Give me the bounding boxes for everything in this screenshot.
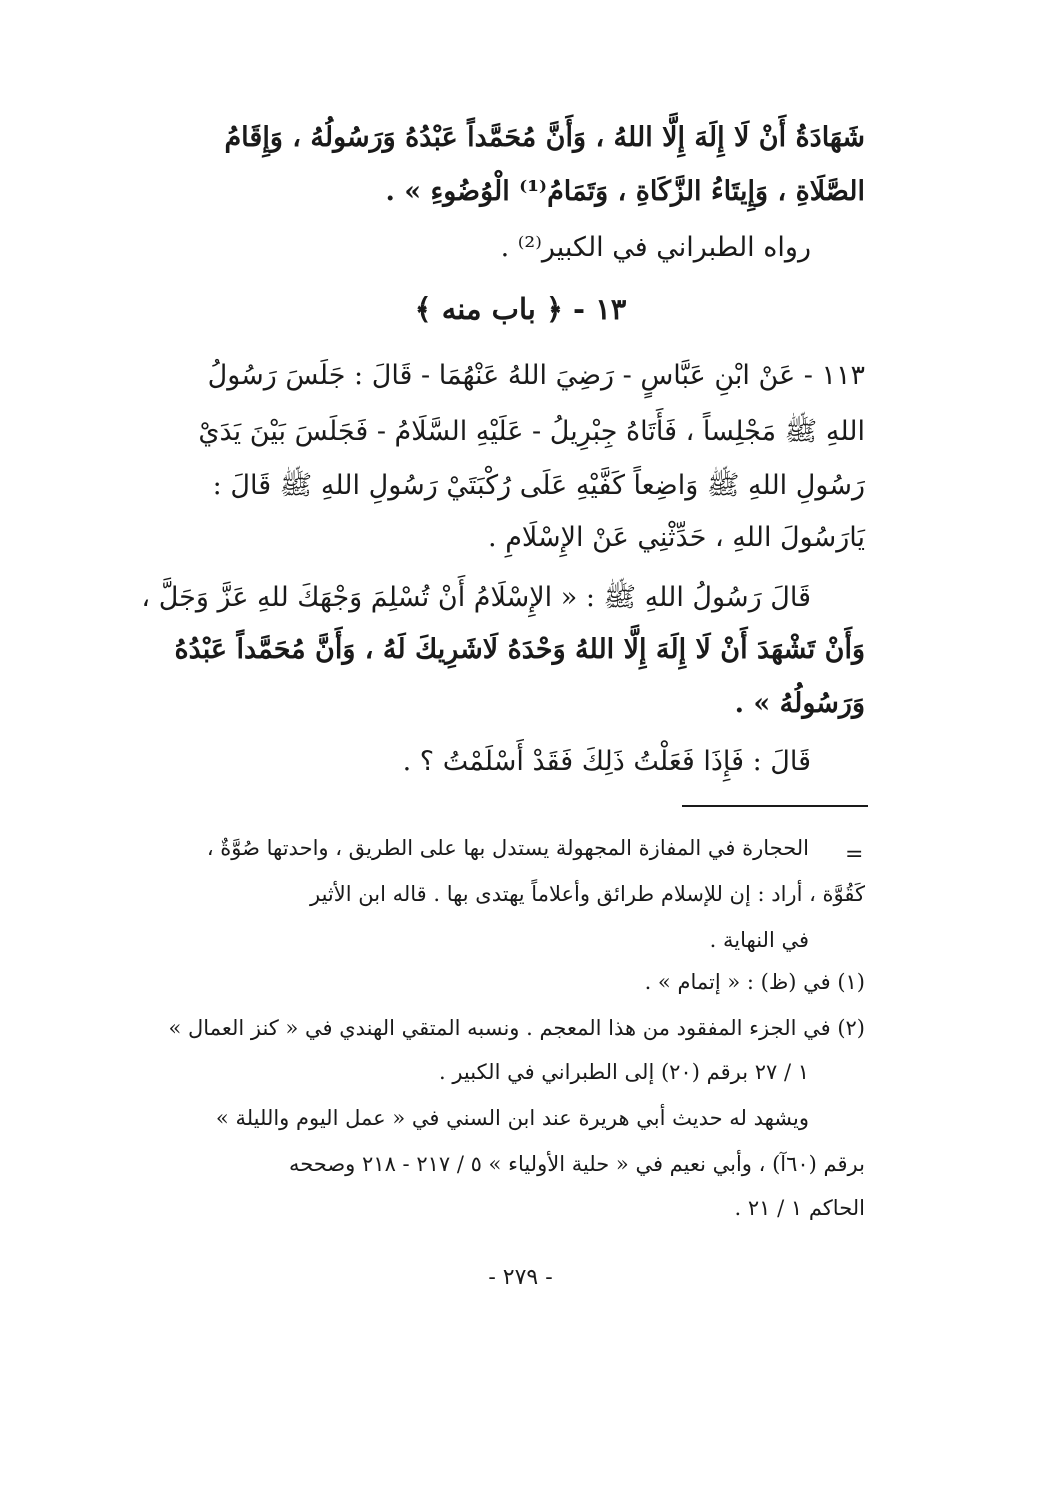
text-line: قَالَ : فَإِذَا فَعَلْتُ ذَلِكَ فَقَدْ أَسْلَمْتُ ؟ . <box>402 746 811 777</box>
footnote-divider <box>682 805 868 807</box>
footnote-line: في النهاية . <box>709 928 809 952</box>
continuation-mark: = <box>845 842 864 867</box>
text-line: وَأَنْ تَشْهَدَ أَنْ لَا إِلَهَ إِلَّا اللهُ وَحْدَهُ لَاشَرِيكَ لَهُ ، وَأَنَّ مُحَمَّداً عَبْدُهُ <box>174 634 865 665</box>
footnote-2: (٢) في الجزء المفقود من هذا المعجم . ونسبه المتقي الهندي في « كنز العمال » <box>168 1016 865 1040</box>
page-number: - ٢٧٩ - <box>488 1265 553 1290</box>
text-line: اللهِ ﷺ مَجْلِساً ، فَأَتَاهُ جِبْرِيلُ - عَلَيْهِ السَّلَامُ - فَجَلَسَ بَيْنَ يَدَيْ <box>198 416 865 447</box>
footnote-line: الحجارة في المفازة المجهولة يستدل بها على الطريق ، واحدتها صُوَّةٌ ، <box>206 836 809 860</box>
text-line: شَهَادَةُ أَنْ لَا إِلَهَ إِلَّا اللهُ ، وَأَنَّ مُحَمَّداً عَبْدُهُ وَرَسُولُهُ ، وَإِقَامُ <box>224 122 865 153</box>
source-reference: رواه الطبراني في الكبير⁽²⁾ . <box>500 232 811 263</box>
footnote-line: برقم (٦٠آ) ، وأبي نعيم في « حلية الأولياء » ٥ / ٢١٧ - ٢١٨ وصححه <box>288 1152 865 1176</box>
footnote-line: كَقُوَّة ، أراد : إن للإسلام طرائق وأعلاماً يهتدى بها . قاله ابن الأثير <box>309 882 865 906</box>
text-line: وَرَسُولُهُ » . <box>734 688 865 719</box>
text-line: يَارَسُولَ اللهِ ، حَدِّثْنِي عَنْ الإِسْلَامِ . <box>488 522 865 553</box>
footnote-1: (١) في (ظ) : « إتمام » . <box>644 970 865 994</box>
footnote-line: ١ / ٢٧ برقم (٢٠) إلى الطبراني في الكبير . <box>438 1060 809 1084</box>
footnote-line: الحاكم ١ / ٢١ . <box>734 1196 865 1220</box>
text-line: الصَّلَاةِ ، وَإِيتَاءُ الزَّكَاةِ ، وَتَمَامُ⁽¹⁾ الْوُضُوءِ » . <box>385 176 865 207</box>
text-line: رَسُولِ اللهِ ﷺ وَاضِعاً كَفَّيْهِ عَلَى رُكْبَتَيْ رَسُولِ اللهِ ﷺ قَالَ : <box>212 470 865 501</box>
text-line: قَالَ رَسُولُ اللهِ ﷺ : « الإِسْلَامُ أَنْ تُسْلِمَ وَجْهَكَ للهِ عَزَّ وَجَلَّ ، <box>141 582 811 613</box>
text-line: ١١٣ - عَنْ ابْنِ عَبَّاسٍ - رَضِيَ اللهُ عَنْهُمَا - قَالَ : جَلَسَ رَسُولُ <box>207 360 865 391</box>
footnote-line: ويشهد له حديث أبي هريرة عند ابن السني في « عمل اليوم والليلة » <box>215 1106 809 1130</box>
chapter-title: ١٣ - ﴿ باب منه ﴾ <box>414 292 627 326</box>
